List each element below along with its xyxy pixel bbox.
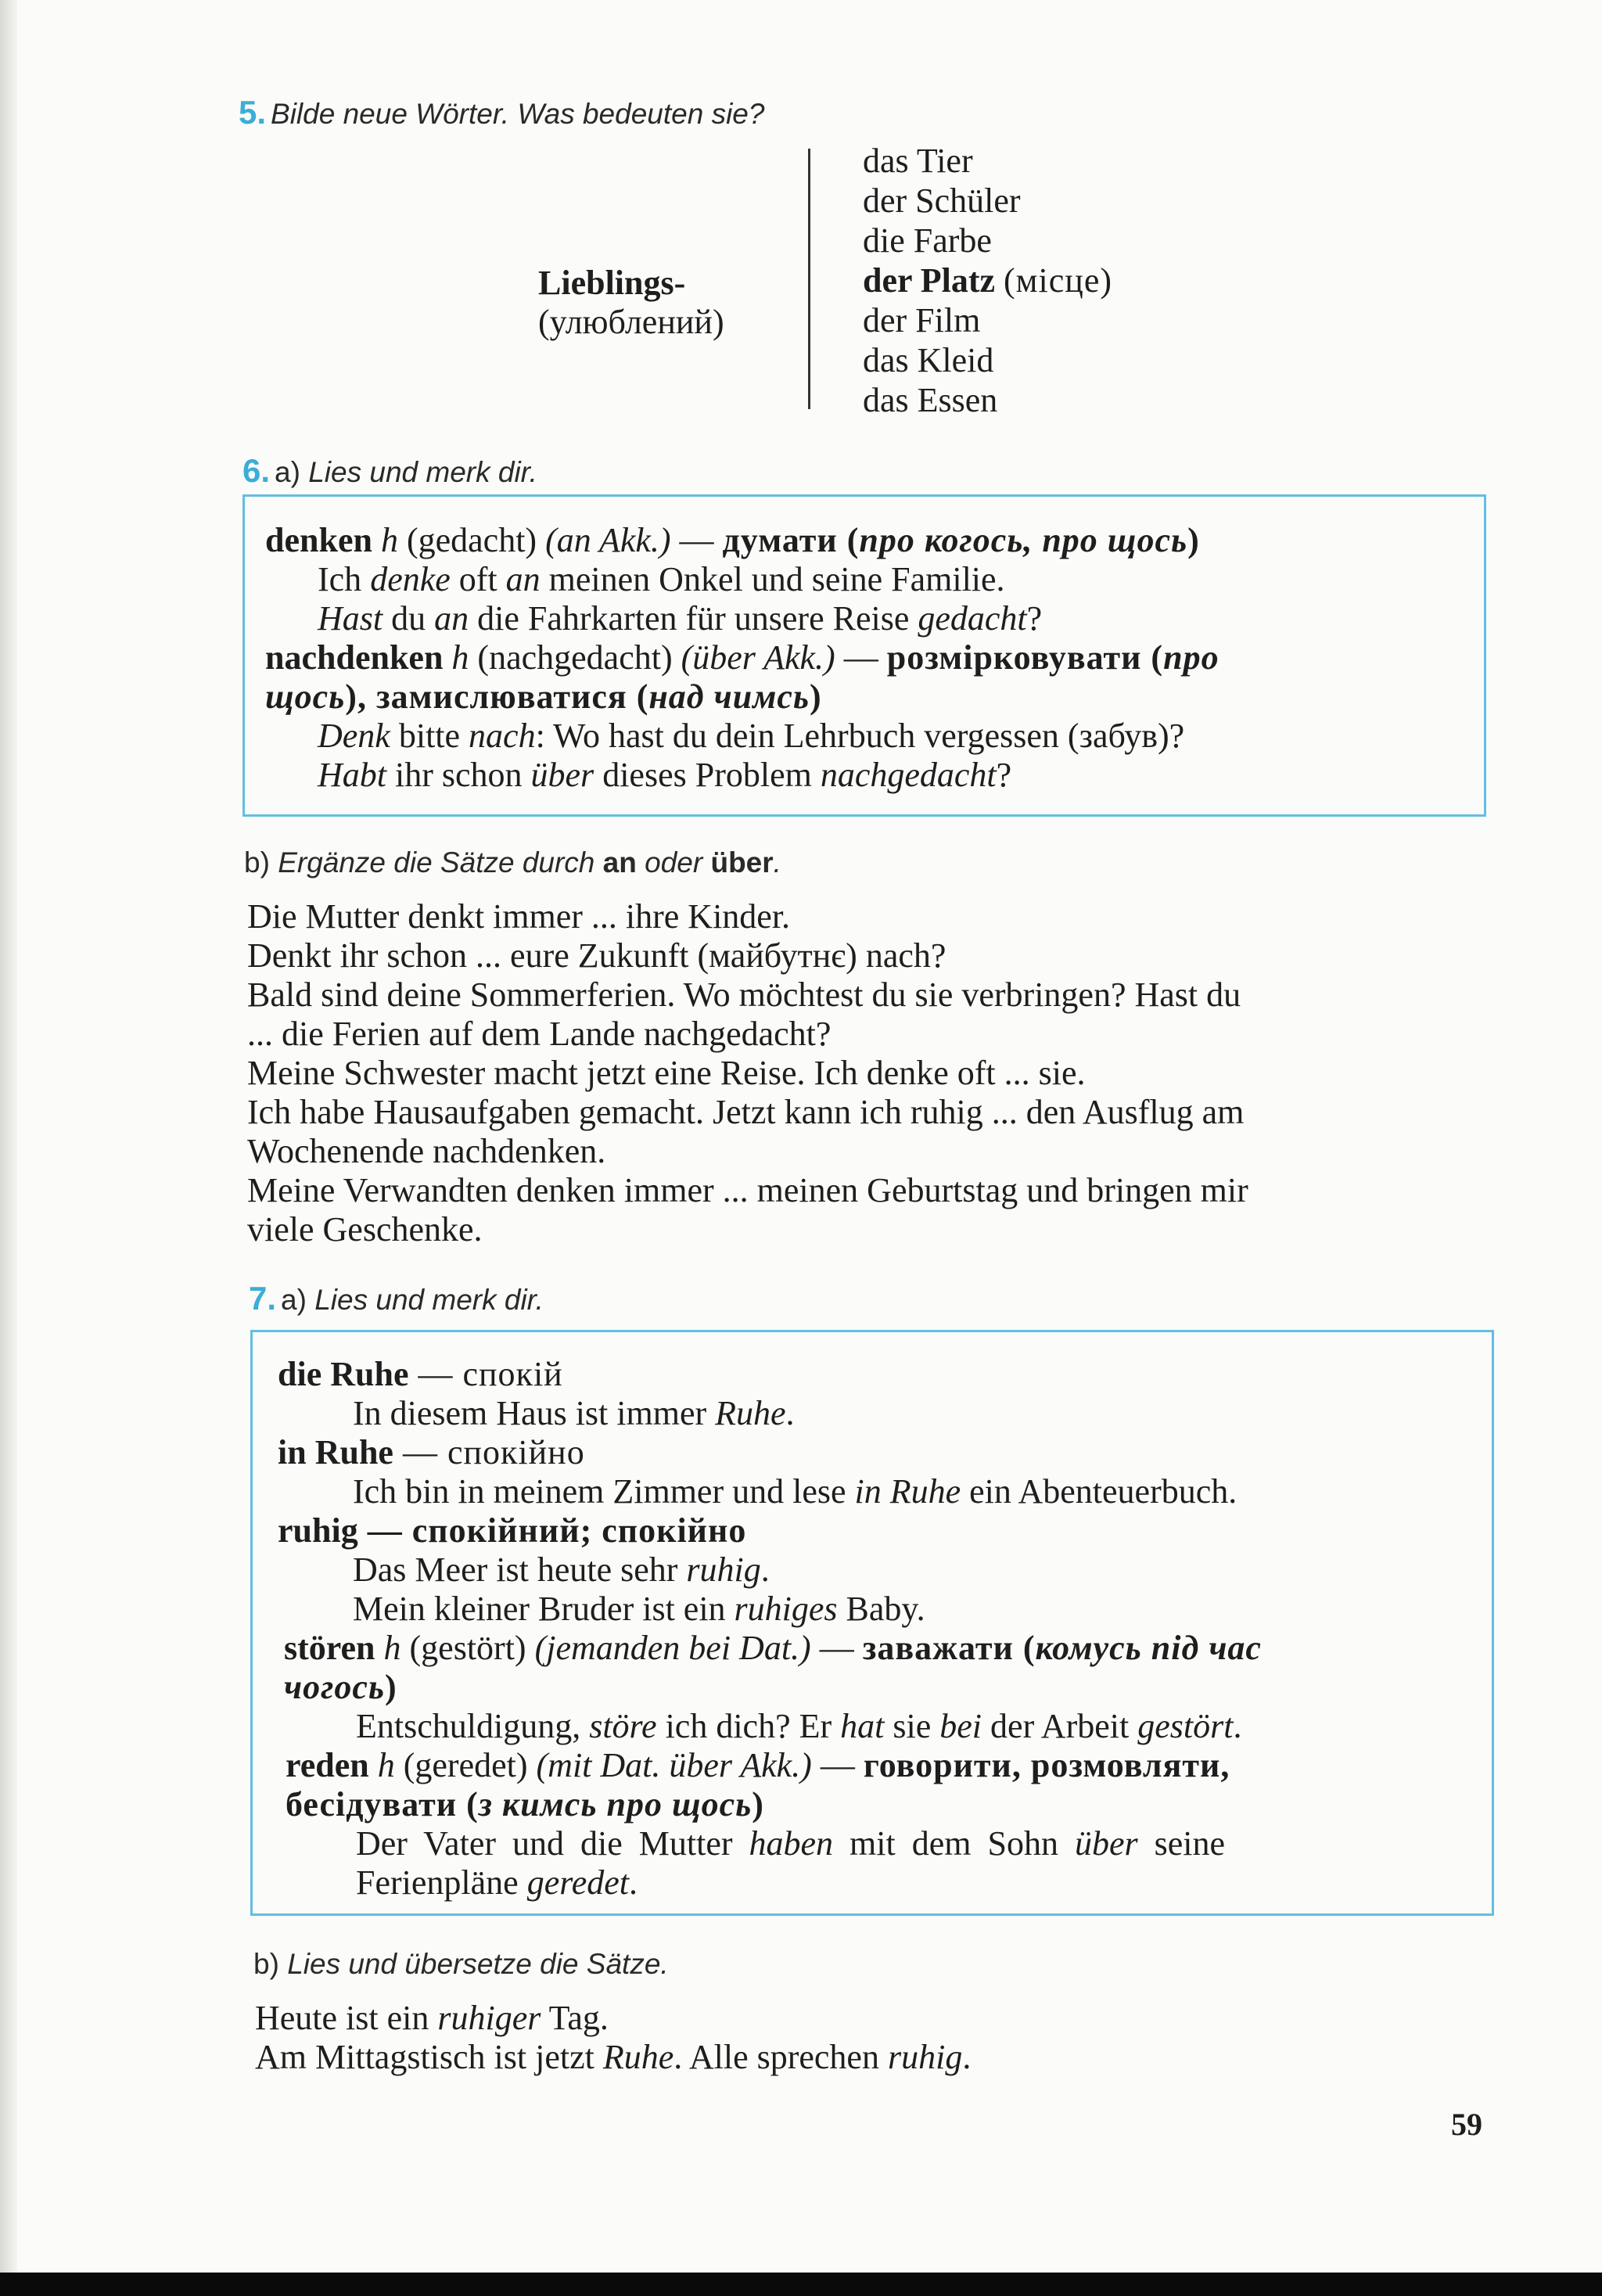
example-line: Entschuldigung, störe ich dich? Er hat sie bei der Arbeit gestört. — [356, 1707, 1242, 1745]
task5-word: der Schüler — [863, 181, 1021, 220]
exercise-sentence: Wochenende nachdenken. — [247, 1132, 606, 1170]
task5-prefix-translation: (улюблений) — [538, 303, 724, 341]
task6-vocabulary-box — [242, 494, 1486, 817]
page-number: 59 — [1451, 2107, 1482, 2142]
task5-word: der Platz (місце) — [863, 261, 1113, 300]
task5-heading — [239, 94, 764, 131]
example-line: Ich bin in meinem Zimmer und lese in Ruhe ein Abenteuerbuch. — [353, 1472, 1237, 1511]
exercise-sentence: ... die Ferien auf dem Lande nachgedacht? — [247, 1015, 832, 1053]
translation-sentence: Am Mittagstisch ist jetzt Ruhe. Alle sprechen ruhig. — [255, 2038, 972, 2076]
translation-sentence: Heute ist ein ruhiger Tag. — [255, 1999, 609, 2037]
task7-number: 7. — [249, 1280, 277, 1317]
example-line: Ich denke oft an meinen Onkel und seine Familie. — [318, 560, 1005, 598]
exercise-sentence: Die Mutter denkt immer ... ihre Kinder. — [247, 897, 791, 936]
task6-heading: 6. a) Lies und merk dir. — [242, 452, 537, 489]
example-line: In diesem Haus ist immer Ruhe. — [353, 1394, 795, 1432]
vocab-entry-die-ruhe: die Ruhe — спокій — [278, 1355, 563, 1393]
exercise-sentence: viele Geschenke. — [247, 1210, 483, 1249]
task5-word: das Kleid — [863, 341, 994, 379]
task6-number: 6. — [242, 452, 271, 489]
exercise-sentence: Ich habe Hausaufgaben gemacht. Jetzt kann ich ruhig ... den Ausflug am — [247, 1093, 1245, 1131]
example-line: Ferienpläne geredet. — [356, 1863, 638, 1902]
task5-instruction: Bilde neue Wörter. Was bedeuten sie? — [271, 98, 765, 130]
exercise-sentence: Meine Verwandten denken immer ... meinen Geburtstag und bringen mir — [247, 1171, 1248, 1209]
translation-continuation: бесідувати (з кимсь про щось) — [286, 1785, 763, 1824]
task5-word: der Film — [863, 301, 981, 340]
exercise-sentence: Denkt ihr schon ... eure Zukunft (майбутнє) nach? — [247, 936, 946, 975]
translation-continuation: чогось) — [284, 1668, 397, 1706]
example-line: Mein kleiner Bruder ist ein ruhiges Baby. — [353, 1590, 925, 1628]
exercise-sentence: Meine Schwester macht jetzt eine Reise. Ich denke oft ... sie. — [247, 1054, 1086, 1092]
example-line: Der Vater und die Mutter haben mit dem Sohn über seine — [356, 1824, 1226, 1863]
example-line: Denk bitte nach: Wo hast du dein Lehrbuch vergessen (забув)? — [318, 717, 1185, 755]
task7b-heading: b) Lies und übersetze die Sätze. — [253, 1948, 669, 1980]
vocab-entry-stoeren: stören h (gestört) (jemanden bei Dat.) — заважати (комусь під час — [284, 1629, 1262, 1667]
example-line: Hast du an die Fahrkarten für unsere Reise gedacht? — [318, 599, 1043, 638]
task5-word: das Tier — [863, 142, 973, 180]
vocab-entry-denken: denken h (gedacht) (an Akk.) — думати (про когось, про щось) — [265, 521, 1199, 559]
vocab-entry-nachdenken: nachdenken h (nachgedacht) (über Akk.) — розмірковувати (про — [265, 638, 1219, 677]
task5-number: 5. — [239, 94, 267, 131]
example-line: Habt ihr schon über dieses Problem nachgedacht? — [318, 756, 1012, 794]
page-binding-shadow — [0, 0, 17, 2273]
task7-heading: 7. a) Lies und merk dir. — [249, 1280, 544, 1317]
exercise-sentence: Bald sind deine Sommerferien. Wo möchtest du sie verbringen? Hast du — [247, 976, 1241, 1014]
vocab-entry-reden: reden h (geredet) (mit Dat. über Akk.) — говорити, розмовляти, — [286, 1746, 1230, 1784]
task6b-heading: b) Ergänze die Sätze durch an oder über. — [244, 846, 781, 879]
task5-prefix: Lieblings- — [538, 264, 686, 302]
task5-word: das Essen — [863, 381, 998, 419]
task5-word: die Farbe — [863, 221, 992, 260]
task7-vocabulary-box — [250, 1330, 1494, 1916]
vocab-entry-ruhig: ruhig — спокійний; спокійно — [278, 1511, 747, 1550]
translation-continuation: щось), замислюватися (над чимсь) — [265, 677, 821, 716]
bottom-scan-border — [0, 2273, 1602, 2296]
vocab-entry-in-ruhe: in Ruhe — спокійно — [278, 1433, 585, 1471]
example-line: Das Meer ist heute sehr ruhig. — [353, 1550, 770, 1589]
task5-divider — [808, 149, 810, 409]
